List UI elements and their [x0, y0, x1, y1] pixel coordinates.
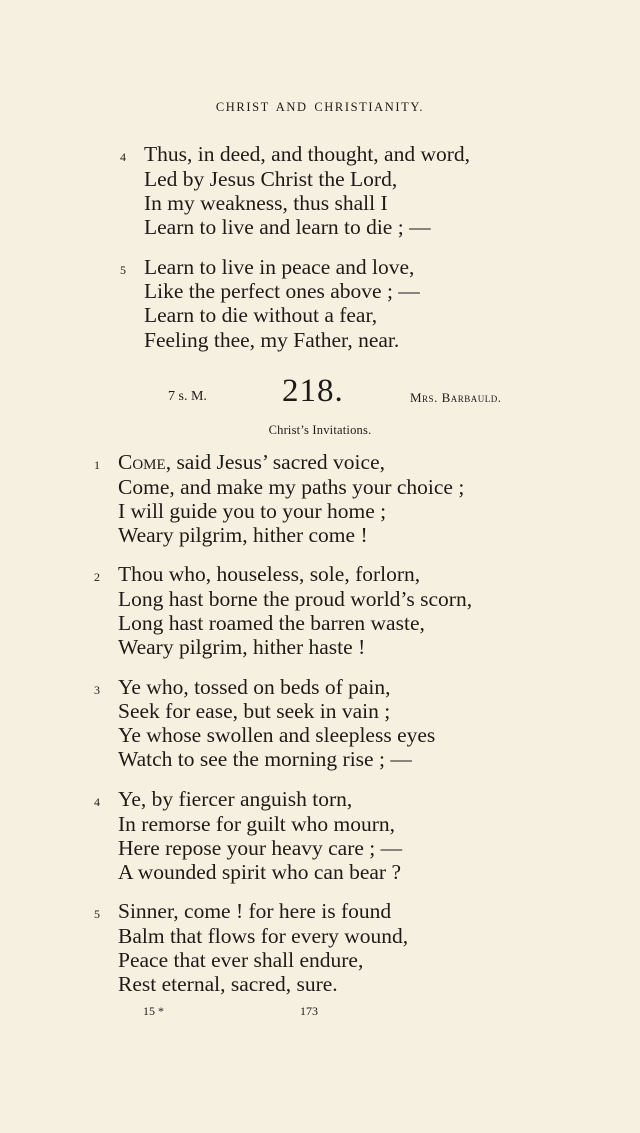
stanza-line: Here repose your heavy care ; —	[118, 836, 403, 860]
stanza-line-rest: , said Jesus’ sacred voice,	[165, 450, 385, 474]
stanza-lead-word: Come	[118, 450, 166, 474]
stanza-number: 3	[94, 683, 100, 697]
stanza-line: Ye who, tossed on beds of pain,	[118, 675, 391, 699]
stanza-line: Ye, by fiercer anguish torn,	[118, 787, 353, 811]
page-number: 173	[300, 1004, 318, 1018]
stanza-line: Balm that flows for every wound,	[118, 924, 409, 948]
stanza-line: Rest eternal, sacred, sure.	[118, 972, 338, 996]
stanza-line: Learn to live in peace and love,	[144, 255, 415, 279]
stanza-line: In remorse for guilt who mourn,	[118, 812, 396, 836]
stanza-line: Ye whose swollen and sleepless eyes	[118, 723, 436, 747]
stanza-line: In my weakness, thus shall I	[144, 191, 388, 215]
stanza-line: Long hast roamed the barren waste,	[118, 611, 425, 635]
hymn-author	[410, 390, 502, 406]
stanza-line: Feeling thee, my Father, near.	[144, 328, 400, 352]
signature-mark: 15 *	[143, 1004, 164, 1018]
stanza-line: Sinner, come ! for here is found	[118, 899, 392, 923]
stanza-line: Led by Jesus Christ the Lord,	[144, 167, 398, 191]
stanza-line: Come, and make my paths your choice ;	[118, 475, 465, 499]
stanza-line: Learn to die without a fear,	[144, 303, 378, 327]
stanza-line: Watch to see the morning rise ; —	[118, 747, 412, 771]
stanza-line: Seek for ease, but seek in vain ;	[118, 699, 391, 723]
stanza-line: Thou who, houseless, sole, forlorn,	[118, 562, 421, 586]
stanza-line: A wounded spirit who can bear ?	[118, 860, 402, 884]
hymn-author-text: Mrs. Barbauld.	[410, 390, 502, 405]
stanza-number: 4	[120, 150, 126, 164]
stanza-number: 4	[94, 795, 100, 809]
stanza-line-first	[118, 450, 385, 474]
stanza-line: Like the perfect ones above ; —	[144, 279, 420, 303]
stanza-line: Weary pilgrim, hither come !	[118, 523, 368, 547]
stanza-line: I will guide you to your home ;	[118, 499, 387, 523]
stanza-line: Thus, in deed, and thought, and word,	[144, 142, 471, 166]
hymn-meter: 7 s. M.	[168, 389, 207, 404]
stanza-number: 5	[120, 263, 126, 277]
stanza-number: 2	[94, 570, 100, 584]
hymn-title: Christ’s Invitations.	[268, 423, 372, 437]
stanza-line: Learn to live and learn to die ; —	[144, 215, 431, 239]
running-head: CHRIST AND CHRISTIANITY.	[215, 100, 425, 114]
hymn-header	[0, 373, 640, 413]
stanza-line: Long hast borne the proud world’s scorn,	[118, 587, 473, 611]
stanza-number: 1	[94, 458, 100, 472]
stanza-line: Peace that ever shall endure,	[118, 948, 364, 972]
stanza-line: Weary pilgrim, hither haste !	[118, 635, 366, 659]
stanza-number: 5	[94, 907, 100, 921]
hymn-number: 218.	[282, 373, 344, 409]
